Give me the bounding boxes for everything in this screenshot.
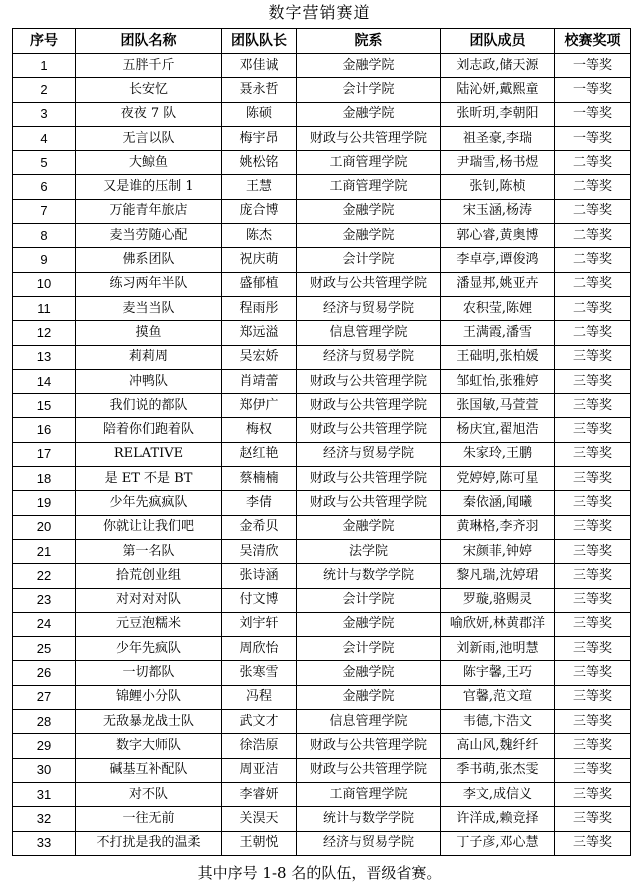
cell-no: 16 <box>13 418 76 442</box>
cell-members: 祖圣豪,李瑞 <box>441 126 555 150</box>
table-body <box>13 54 631 856</box>
cell-members: 张国敏,马萱萱 <box>441 394 555 418</box>
table-row <box>13 369 631 393</box>
cell-team-name: 无言以队 <box>76 126 222 150</box>
cell-captain: 关淏天 <box>222 807 297 831</box>
cell-team-name: 第一名队 <box>76 539 222 563</box>
cell-no: 5 <box>13 151 76 175</box>
cell-captain: 周亚洁 <box>222 758 297 782</box>
cell-team-name: 锦鲤小分队 <box>76 685 222 709</box>
cell-no: 33 <box>13 831 76 855</box>
results-table <box>12 28 631 856</box>
table-row <box>13 224 631 248</box>
cell-team-name: RELATIVE <box>76 442 222 466</box>
cell-captain: 王慧 <box>222 175 297 199</box>
cell-department: 统计与数学学院 <box>297 564 441 588</box>
cell-members: 刘志政,储天源 <box>441 54 555 78</box>
cell-captain: 祝庆萌 <box>222 248 297 272</box>
cell-award: 三等奖 <box>555 369 631 393</box>
cell-department: 财政与公共管理学院 <box>297 418 441 442</box>
cell-no: 23 <box>13 588 76 612</box>
cell-department: 统计与数学学院 <box>297 807 441 831</box>
cell-award: 三等奖 <box>555 394 631 418</box>
table-row <box>13 588 631 612</box>
table-row <box>13 491 631 515</box>
cell-department: 会计学院 <box>297 78 441 102</box>
header-team-name: 团队名称 <box>76 29 222 54</box>
cell-award: 三等奖 <box>555 637 631 661</box>
cell-no: 7 <box>13 199 76 223</box>
cell-team-name: 大鲸鱼 <box>76 151 222 175</box>
cell-captain: 张寒雪 <box>222 661 297 685</box>
cell-captain: 周欣怡 <box>222 637 297 661</box>
cell-team-name: 少年先疯队 <box>76 637 222 661</box>
table-row <box>13 564 631 588</box>
cell-department: 信息管理学院 <box>297 321 441 345</box>
cell-members: 黄琳格,李齐羽 <box>441 515 555 539</box>
cell-department: 工商管理学院 <box>297 151 441 175</box>
cell-captain: 吴宏娇 <box>222 345 297 369</box>
table-row <box>13 782 631 806</box>
cell-no: 29 <box>13 734 76 758</box>
cell-team-name: 你就让让我们吧 <box>76 515 222 539</box>
cell-no: 6 <box>13 175 76 199</box>
cell-department: 信息管理学院 <box>297 710 441 734</box>
cell-captain: 吴清欣 <box>222 539 297 563</box>
cell-captain: 肖靖蕾 <box>222 369 297 393</box>
cell-members: 张昕玥,李朝阳 <box>441 102 555 126</box>
cell-department: 财政与公共管理学院 <box>297 272 441 296</box>
cell-award: 三等奖 <box>555 612 631 636</box>
cell-award: 一等奖 <box>555 78 631 102</box>
cell-department: 财政与公共管理学院 <box>297 126 441 150</box>
cell-captain: 武文才 <box>222 710 297 734</box>
cell-department: 经济与贸易学院 <box>297 345 441 369</box>
cell-award: 二等奖 <box>555 296 631 320</box>
cell-team-name: 麦当劳随心配 <box>76 224 222 248</box>
cell-captain: 张诗涵 <box>222 564 297 588</box>
cell-team-name: 元豆泡糯米 <box>76 612 222 636</box>
cell-captain: 盛郁植 <box>222 272 297 296</box>
table-row <box>13 54 631 78</box>
cell-department: 财政与公共管理学院 <box>297 758 441 782</box>
cell-team-name: 是 ET 不是 BT <box>76 467 222 491</box>
cell-no: 21 <box>13 539 76 563</box>
cell-team-name: 对对对对队 <box>76 588 222 612</box>
cell-captain: 陈杰 <box>222 224 297 248</box>
cell-award: 三等奖 <box>555 467 631 491</box>
table-row <box>13 175 631 199</box>
cell-no: 10 <box>13 272 76 296</box>
cell-members: 李卓亭,谭俊鸿 <box>441 248 555 272</box>
cell-team-name: 少年先疯疯队 <box>76 491 222 515</box>
cell-department: 财政与公共管理学院 <box>297 467 441 491</box>
cell-no: 26 <box>13 661 76 685</box>
cell-captain: 徐浩原 <box>222 734 297 758</box>
cell-members: 刘新雨,池明慧 <box>441 637 555 661</box>
cell-captain: 梅权 <box>222 418 297 442</box>
cell-department: 金融学院 <box>297 661 441 685</box>
cell-team-name: 万能青年旅店 <box>76 199 222 223</box>
header-no: 序号 <box>13 29 76 54</box>
cell-captain: 付文博 <box>222 588 297 612</box>
cell-team-name: 佛系团队 <box>76 248 222 272</box>
table-row <box>13 272 631 296</box>
cell-team-name: 五胖千斤 <box>76 54 222 78</box>
cell-department: 金融学院 <box>297 54 441 78</box>
cell-members: 陆沁妍,戴熙童 <box>441 78 555 102</box>
cell-captain: 冯程 <box>222 685 297 709</box>
cell-team-name: 一切都队 <box>76 661 222 685</box>
document-title: 数字营销赛道 <box>268 3 371 22</box>
table-row <box>13 807 631 831</box>
cell-no: 15 <box>13 394 76 418</box>
cell-award: 二等奖 <box>555 199 631 223</box>
cell-award: 三等奖 <box>555 564 631 588</box>
cell-members: 喻欣妍,林黄郡洋 <box>441 612 555 636</box>
table-row <box>13 515 631 539</box>
cell-team-name: 长安忆 <box>76 78 222 102</box>
cell-members: 宋颜菲,钟婷 <box>441 539 555 563</box>
cell-team-name: 陪着你们跑着队 <box>76 418 222 442</box>
cell-award: 二等奖 <box>555 175 631 199</box>
cell-department: 会计学院 <box>297 637 441 661</box>
cell-award: 二等奖 <box>555 321 631 345</box>
cell-department: 经济与贸易学院 <box>297 831 441 855</box>
cell-team-name: 又是谁的压制 1 <box>76 175 222 199</box>
cell-no: 11 <box>13 296 76 320</box>
cell-members: 王满霞,潘雪 <box>441 321 555 345</box>
cell-award: 一等奖 <box>555 126 631 150</box>
table-row <box>13 637 631 661</box>
footnote: 其中序号 1-8 名的队伍，晋级省赛。 <box>197 864 442 882</box>
cell-award: 三等奖 <box>555 345 631 369</box>
cell-members: 季书萌,张杰雯 <box>441 758 555 782</box>
table-row <box>13 248 631 272</box>
cell-captain: 金希贝 <box>222 515 297 539</box>
cell-no: 1 <box>13 54 76 78</box>
cell-department: 法学院 <box>297 539 441 563</box>
cell-captain: 蔡楠楠 <box>222 467 297 491</box>
table-row <box>13 345 631 369</box>
cell-award: 三等奖 <box>555 661 631 685</box>
cell-captain: 刘宇轩 <box>222 612 297 636</box>
cell-award: 三等奖 <box>555 758 631 782</box>
cell-no: 32 <box>13 807 76 831</box>
cell-award: 二等奖 <box>555 151 631 175</box>
cell-captain: 王朝悦 <box>222 831 297 855</box>
cell-members: 宋玉涵,杨涛 <box>441 199 555 223</box>
table-row <box>13 151 631 175</box>
cell-captain: 赵红艳 <box>222 442 297 466</box>
cell-captain: 陈硕 <box>222 102 297 126</box>
table-row <box>13 612 631 636</box>
cell-members: 李文,成信义 <box>441 782 555 806</box>
cell-award: 三等奖 <box>555 807 631 831</box>
cell-department: 金融学院 <box>297 224 441 248</box>
cell-team-name: 冲鸭队 <box>76 369 222 393</box>
cell-members: 农积莹,陈娌 <box>441 296 555 320</box>
cell-members: 陈宇馨,王巧 <box>441 661 555 685</box>
table-row <box>13 102 631 126</box>
table-row <box>13 710 631 734</box>
cell-no: 13 <box>13 345 76 369</box>
cell-award: 三等奖 <box>555 491 631 515</box>
cell-no: 18 <box>13 467 76 491</box>
cell-captain: 聂永哲 <box>222 78 297 102</box>
cell-captain: 邓佳诚 <box>222 54 297 78</box>
cell-award: 三等奖 <box>555 831 631 855</box>
cell-captain: 李睿妍 <box>222 782 297 806</box>
cell-team-name: 数字大师队 <box>76 734 222 758</box>
cell-award: 一等奖 <box>555 102 631 126</box>
cell-team-name: 莉莉周 <box>76 345 222 369</box>
cell-no: 2 <box>13 78 76 102</box>
cell-captain: 姚松铭 <box>222 151 297 175</box>
cell-captain: 庞合博 <box>222 199 297 223</box>
cell-department: 经济与贸易学院 <box>297 296 441 320</box>
cell-no: 8 <box>13 224 76 248</box>
header-captain: 团队队长 <box>222 29 297 54</box>
cell-award: 三等奖 <box>555 782 631 806</box>
table-row <box>13 758 631 782</box>
cell-award: 三等奖 <box>555 515 631 539</box>
cell-department: 财政与公共管理学院 <box>297 734 441 758</box>
cell-department: 经济与贸易学院 <box>297 442 441 466</box>
cell-captain: 程雨彤 <box>222 296 297 320</box>
table-row <box>13 442 631 466</box>
cell-department: 会计学院 <box>297 588 441 612</box>
cell-award: 三等奖 <box>555 588 631 612</box>
table-row <box>13 418 631 442</box>
cell-captain: 郑伊广 <box>222 394 297 418</box>
cell-members: 许洋成,赖竞择 <box>441 807 555 831</box>
cell-no: 3 <box>13 102 76 126</box>
cell-department: 金融学院 <box>297 612 441 636</box>
cell-department: 工商管理学院 <box>297 782 441 806</box>
cell-award: 三等奖 <box>555 442 631 466</box>
cell-members: 党婷婷,陈可星 <box>441 467 555 491</box>
cell-award: 三等奖 <box>555 734 631 758</box>
cell-department: 财政与公共管理学院 <box>297 369 441 393</box>
cell-members: 潘显邦,姚亚卉 <box>441 272 555 296</box>
cell-team-name: 摸鱼 <box>76 321 222 345</box>
cell-no: 4 <box>13 126 76 150</box>
cell-members: 官馨,范文瑄 <box>441 685 555 709</box>
cell-members: 朱家玲,王鹏 <box>441 442 555 466</box>
cell-award: 一等奖 <box>555 54 631 78</box>
cell-award: 三等奖 <box>555 418 631 442</box>
cell-no: 9 <box>13 248 76 272</box>
cell-award: 三等奖 <box>555 710 631 734</box>
cell-team-name: 对不队 <box>76 782 222 806</box>
cell-no: 19 <box>13 491 76 515</box>
cell-members: 高山风,魏纤纤 <box>441 734 555 758</box>
cell-award: 二等奖 <box>555 272 631 296</box>
cell-no: 27 <box>13 685 76 709</box>
cell-captain: 梅宇昂 <box>222 126 297 150</box>
table-row <box>13 661 631 685</box>
header-members: 团队成员 <box>441 29 555 54</box>
header-award: 校赛奖项 <box>555 29 631 54</box>
cell-no: 31 <box>13 782 76 806</box>
cell-members: 罗璇,骆赐灵 <box>441 588 555 612</box>
cell-members: 秦依涵,闻曦 <box>441 491 555 515</box>
table-row <box>13 78 631 102</box>
cell-department: 金融学院 <box>297 199 441 223</box>
cell-members: 韦德,卞浩文 <box>441 710 555 734</box>
cell-no: 17 <box>13 442 76 466</box>
table-row <box>13 321 631 345</box>
cell-department: 金融学院 <box>297 515 441 539</box>
cell-team-name: 碱基互补配队 <box>76 758 222 782</box>
cell-members: 邹虹怡,张雅婷 <box>441 369 555 393</box>
cell-team-name: 不打扰是我的温柔 <box>76 831 222 855</box>
cell-award: 二等奖 <box>555 224 631 248</box>
cell-no: 12 <box>13 321 76 345</box>
cell-members: 杨庆宜,翟旭浩 <box>441 418 555 442</box>
cell-no: 20 <box>13 515 76 539</box>
cell-members: 张钊,陈桢 <box>441 175 555 199</box>
header-department: 院系 <box>297 29 441 54</box>
cell-award: 二等奖 <box>555 248 631 272</box>
cell-team-name: 拾荒创业组 <box>76 564 222 588</box>
cell-no: 24 <box>13 612 76 636</box>
table-row <box>13 539 631 563</box>
cell-no: 22 <box>13 564 76 588</box>
table-header-row <box>13 29 631 54</box>
cell-captain: 李倩 <box>222 491 297 515</box>
table-row <box>13 685 631 709</box>
cell-captain: 郑远溢 <box>222 321 297 345</box>
cell-members: 丁子彦,邓心慧 <box>441 831 555 855</box>
table-row <box>13 296 631 320</box>
cell-award: 三等奖 <box>555 685 631 709</box>
cell-department: 工商管理学院 <box>297 175 441 199</box>
cell-members: 王础明,张柏媛 <box>441 345 555 369</box>
table-row <box>13 467 631 491</box>
cell-award: 三等奖 <box>555 539 631 563</box>
cell-no: 25 <box>13 637 76 661</box>
cell-members: 黎凡瑞,沈婷珺 <box>441 564 555 588</box>
cell-team-name: 我们说的都队 <box>76 394 222 418</box>
table-row <box>13 394 631 418</box>
cell-no: 30 <box>13 758 76 782</box>
table-row <box>13 831 631 855</box>
cell-no: 14 <box>13 369 76 393</box>
cell-members: 郭心睿,黄奥博 <box>441 224 555 248</box>
table-row <box>13 126 631 150</box>
cell-team-name: 无敌暴龙战士队 <box>76 710 222 734</box>
cell-team-name: 麦当当队 <box>76 296 222 320</box>
cell-no: 28 <box>13 710 76 734</box>
cell-department: 金融学院 <box>297 102 441 126</box>
cell-members: 尹瑞雪,杨书煜 <box>441 151 555 175</box>
cell-team-name: 练习两年半队 <box>76 272 222 296</box>
cell-department: 财政与公共管理学院 <box>297 394 441 418</box>
cell-team-name: 一往无前 <box>76 807 222 831</box>
table-row <box>13 734 631 758</box>
cell-team-name: 夜夜 7 队 <box>76 102 222 126</box>
table-row <box>13 199 631 223</box>
cell-department: 金融学院 <box>297 685 441 709</box>
cell-department: 财政与公共管理学院 <box>297 491 441 515</box>
cell-department: 会计学院 <box>297 248 441 272</box>
